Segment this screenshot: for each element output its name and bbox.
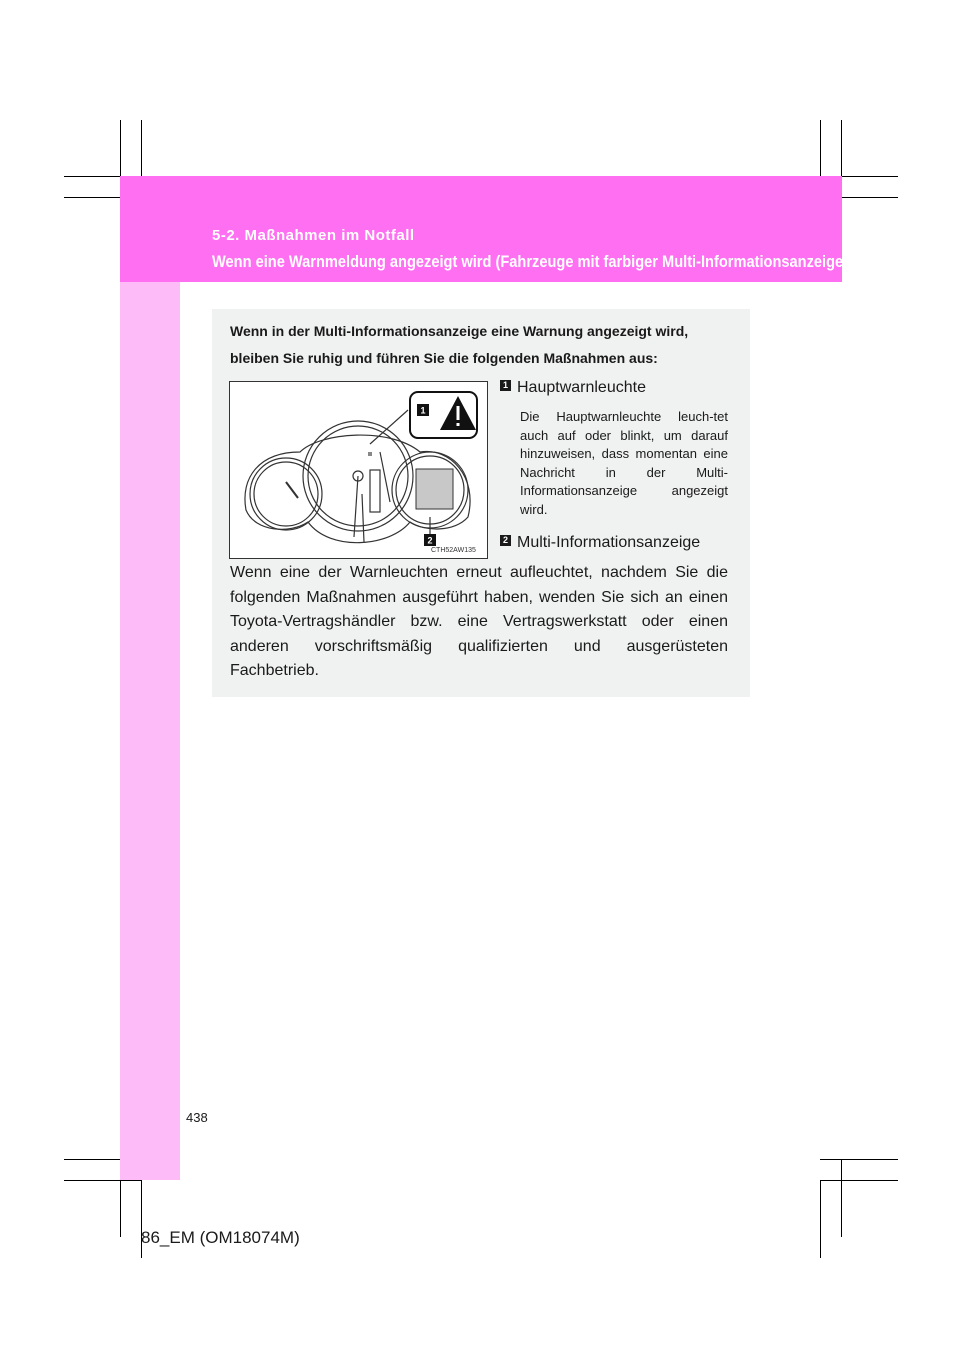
item-2-label: Multi-Informationsanzeige: [517, 534, 701, 551]
body-paragraph: Wenn eine der Warnleuchten erneut aufleuchtet, nachdem Sie die folgenden Maßnahmen ausgeführt haben, wenden Sie sich an einen Toyota-Vertragshändler bzw. eine Vertragswerkstatt oder einen anderen vorschriftsmäßig qualifizierten und ausgerüsteten Fachbetrieb.: [230, 564, 728, 679]
page-title: Wenn eine Warnmeldung angezeigt wird (Fahrzeuge mit farbiger Multi-Informationsanzeige): [212, 252, 849, 271]
number-badge: 2: [500, 535, 511, 546]
item-1-label: Hauptwarnleuchte: [517, 379, 646, 396]
illustration-code: CTH52AW135: [431, 547, 476, 554]
crop-mark: [820, 1159, 898, 1160]
callout-badge: 1: [420, 405, 426, 416]
section-title: 5-2. Maßnahmen im Notfall: [212, 227, 415, 244]
crop-mark: [820, 1180, 898, 1181]
crop-mark: [64, 1180, 142, 1181]
callout-badge: 2: [427, 535, 433, 546]
intro-text: Wenn in der Multi-Informationsanzeige eine Warnung angezeigt wird, bleiben Sie ruhig und führen Sie die folgenden Maßnahmen aus:: [230, 323, 689, 366]
crop-mark: [820, 1180, 821, 1258]
crop-mark: [841, 1159, 842, 1237]
instrument-cluster-illustration: [229, 381, 488, 559]
number-badge: 1: [500, 380, 511, 391]
side-tab-bar: [120, 176, 180, 1180]
item-1-title: [500, 378, 646, 398]
item-2-title: [500, 533, 700, 553]
document-code: 86_EM (OM18074M): [141, 1228, 300, 1247]
page-number: 438: [186, 1110, 208, 1125]
item-1-description: Die Hauptwarnleuchte leuch-tet auch auf oder blinkt, um darauf hinzuweisen, dass momentan eine Nachricht in der Multi-Informationsanzeige angezeigt wird.: [520, 409, 728, 517]
